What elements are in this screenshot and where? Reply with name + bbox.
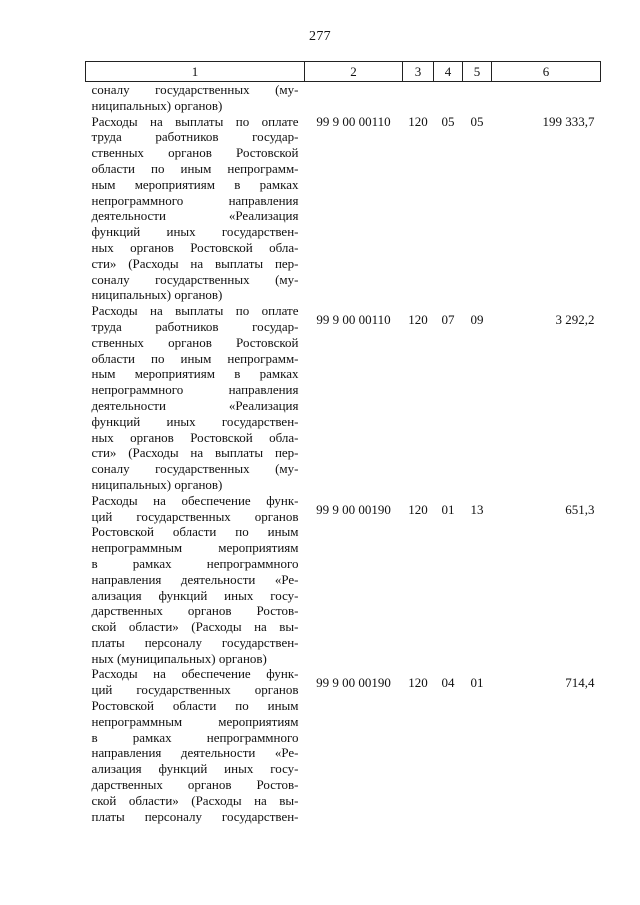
continuation-description [86, 82, 305, 114]
description-line: в рамках непрограммного [91, 555, 299, 571]
header-col-amount: 6 [492, 62, 601, 82]
description-line: дарственных органов Ростов- [91, 777, 299, 793]
description-line: платы персоналу государствен- [91, 634, 299, 650]
row-amount: 714,4 [565, 675, 595, 691]
description-line: в рамках непрограммного [91, 729, 299, 745]
row-expense-type: 120 [408, 501, 428, 517]
description-line: направления деятельности «Ре- [91, 571, 299, 587]
budget-table [85, 61, 601, 824]
table-row [86, 666, 601, 824]
description-line: ализация функций иных госу- [91, 761, 299, 777]
table-header [86, 62, 601, 82]
header-row [86, 62, 601, 82]
row-section: 07 [441, 312, 455, 328]
description-line: непрограммным мероприятиям [91, 540, 299, 556]
row-description [86, 493, 305, 667]
description-line: ных (муниципальных) органов) [91, 650, 267, 666]
description-line: непрограммным мероприятиям [91, 713, 299, 729]
description-line: области по иным непрограмм- [91, 160, 299, 176]
description-line: ственных органов Ростовской [91, 334, 299, 350]
row-description [86, 303, 305, 493]
row-amount: 651,3 [565, 501, 595, 517]
description-line: ных органов Ростовской обла- [91, 239, 299, 255]
description-line: ниципальных) органов) [91, 97, 223, 113]
row-target-code: 99 9 00 00110 [316, 113, 391, 129]
description-line: сти» (Расходы на выплаты пер- [91, 445, 299, 461]
header-col-section: 4 [434, 62, 463, 82]
row-expense-type: 120 [408, 312, 428, 328]
description-line: деятельности «Реализация [91, 397, 299, 413]
row-target-code: 99 9 00 00110 [316, 312, 391, 328]
description-line: дарственных органов Ростов- [91, 603, 299, 619]
row-section: 01 [441, 501, 455, 517]
row-subsection: 01 [470, 675, 484, 691]
row-description [86, 114, 305, 304]
description-line: Расходы на выплаты по оплате [91, 303, 299, 319]
description-line: ных органов Ростовской обла- [91, 429, 299, 445]
description-line: Ростовской области по иным [91, 524, 299, 540]
description-line: Расходы на обеспечение функ- [91, 492, 299, 508]
row-section: 05 [441, 113, 455, 129]
description-line: ниципальных) органов) [91, 476, 223, 492]
description-line: области по иным непрограмм- [91, 350, 299, 366]
row-subsection: 09 [470, 312, 484, 328]
header-col-description: 1 [86, 62, 305, 82]
header-col-expense-type: 3 [403, 62, 434, 82]
description-line: труда работников государ- [91, 129, 299, 145]
continuation-row [86, 82, 601, 114]
description-line: Расходы на выплаты по оплате [91, 113, 299, 129]
table-row [86, 493, 601, 667]
description-line: функций иных государствен- [91, 413, 299, 429]
row-target-code: 99 9 00 00190 [316, 675, 391, 691]
description-line: ниципальных) органов) [91, 287, 223, 303]
row-description [86, 666, 305, 824]
description-line: ской области» (Расходы на вы- [91, 792, 299, 808]
header-col-code: 2 [305, 62, 403, 82]
description-line: сти» (Расходы на выплаты пер- [91, 255, 299, 271]
description-line: ской области» (Расходы на вы- [91, 619, 299, 635]
row-amount: 3 292,2 [555, 312, 595, 328]
description-line: непрограммного направления [91, 382, 299, 398]
description-line: соналу государственных (му- [91, 82, 299, 97]
table-row [86, 303, 601, 493]
row-amount: 199 333,7 [542, 113, 595, 129]
description-line: функций иных государствен- [91, 224, 299, 240]
description-line: ций государственных органов [91, 682, 299, 698]
row-subsection: 05 [470, 113, 484, 129]
description-line: Ростовской области по иным [91, 698, 299, 714]
row-expense-type: 120 [408, 113, 428, 129]
row-subsection: 13 [470, 501, 484, 517]
description-line: ным мероприятиям в рамках [91, 366, 299, 382]
page-number: 277 [309, 29, 331, 44]
description-line: ций государственных органов [91, 508, 299, 524]
description-line: труда работников государ- [91, 318, 299, 334]
description-line: направления деятельности «Ре- [91, 745, 299, 761]
description-line: соналу государственных (му- [91, 461, 299, 477]
description-line: соналу государственных (му- [91, 271, 299, 287]
description-line: ным мероприятиям в рамках [91, 176, 299, 192]
description-line: ственных органов Ростовской [91, 145, 299, 161]
description-line: деятельности «Реализация [91, 208, 299, 224]
description-line: платы персоналу государствен- [91, 808, 299, 824]
description-line: непрограммного направления [91, 192, 299, 208]
row-expense-type: 120 [408, 675, 428, 691]
row-target-code: 99 9 00 00190 [316, 501, 391, 517]
table-row [86, 114, 601, 304]
row-section: 04 [441, 675, 455, 691]
description-line: Расходы на обеспечение функ- [91, 666, 299, 682]
table-body [86, 82, 601, 825]
header-col-subsection: 5 [463, 62, 492, 82]
description-line: ализация функций иных госу- [91, 587, 299, 603]
